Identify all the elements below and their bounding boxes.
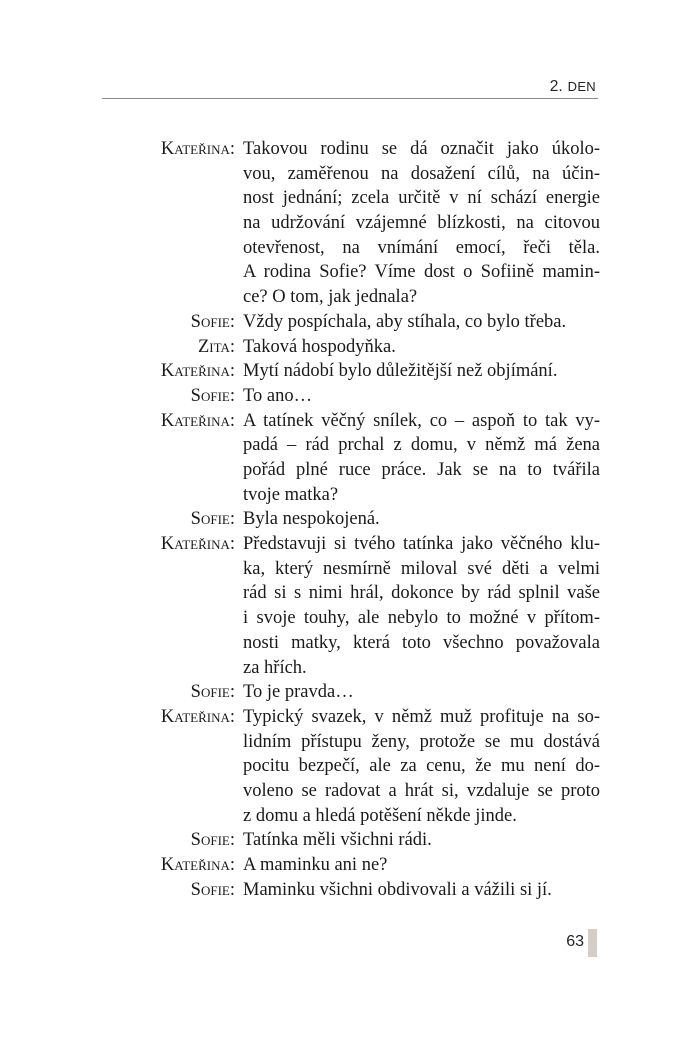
dialogue-turn [0,680,700,705]
chapter-number: 2. [549,78,563,95]
speaker-name: Sofie: [190,509,235,530]
speech-line: nost jednání; zcela určitě v ní schází energie [243,188,600,209]
speech-line: Typický svazek, v němž muž profituje na so- [243,706,600,727]
speech-line: otevřenost, na vnímání emocí, řeči těla. [243,237,600,258]
speaker-name: Sofie: [190,830,235,851]
running-header [102,62,598,99]
speech-line: ce? O tom, jak jednala? [243,287,418,308]
dialogue-turn [0,137,700,310]
dialogue [0,137,700,902]
speech-text [243,335,600,360]
speech-line: pořád plné ruce práce. Jak se na to tvářila [243,460,600,480]
speech-line: vou, zaměřenou na dosažení cílů, na účin- [243,163,600,184]
speaker-name: Kateřina: [160,361,235,382]
dialogue-turn [0,705,700,828]
speech-line: ka, který nesmírně miloval své děti a velmi [243,558,600,579]
speech-text [243,680,600,705]
dialogue-turn [0,853,700,878]
dialogue-turn [0,828,700,853]
speech-text [243,532,600,680]
speech-line: A tatínek věčný snílek, co – aspoň to tak vy- [243,410,600,431]
speech-line: Představuji si tvého tatínka jako věčného klu- [243,534,600,555]
speech-line: za hřích. [243,657,307,678]
speech-line: Maminku všichni obdivovali a vážili si jí. [243,879,552,900]
speech-text [243,878,600,903]
speech-line: A rodina Sofie? Víme dost o Sofiině mamin- [243,262,600,283]
dialogue-turn [0,507,700,532]
speech-text [243,853,600,878]
speech-line: na udržování vzájemné blízkosti, na citovou [243,213,600,234]
speech-line: Mytí nádobí bylo důležitější než objímání. [243,361,558,382]
speech-line: i svoje touhy, ale nebylo to možné v přítom- [243,608,600,629]
speech-text [243,359,600,384]
speech-line: rád si s nimi hrál, dokonce by rád splnil vaše [243,583,600,604]
dialogue-turn [0,359,700,384]
speaker-name: Zita: [197,336,235,357]
speaker-name: Sofie: [190,682,235,703]
speech-line: tvoje matka? [243,484,339,505]
speaker-name: Sofie: [190,879,235,900]
speech-line: To ano… [243,385,313,406]
speaker-name: Kateřina: [160,855,235,876]
dialogue-turn [0,878,700,903]
speaker-name: Kateřina: [160,706,235,727]
speech-line: Taková hospodyňka. [243,336,396,357]
dialogue-turn [0,532,700,680]
dialogue-turn [0,409,700,508]
chapter-word: DEN [567,79,596,94]
speech-line: pocitu bezpečí, ale za cenu, že mu není do- [243,756,600,777]
speech-line: nosti matky, která toto všechno považovala [243,632,600,653]
speech-line: Byla nespokojená. [243,509,380,530]
speech-line: Tatínka měli všichni rádi. [243,830,432,851]
speech-line: Takovou rodinu se dá označit jako úkolo- [243,139,600,159]
speech-line: A maminku ani ne? [243,855,388,876]
speaker-name: Kateřina: [160,534,235,555]
speaker-name: Kateřina: [160,410,235,431]
page-edge-marker [588,929,597,957]
speech-line: padá – rád prchal z domu, v němž má žena [243,435,600,456]
speech-text [243,137,600,310]
speech-text [243,310,600,335]
speaker-name: Sofie: [190,385,235,406]
speech-line: z domu a hledá potěšení někde jinde. [243,805,517,826]
speech-text [243,409,600,508]
dialogue-turn [0,335,700,360]
speech-line: voleno se radovat a hrát si, vzdaluje se proto [243,780,600,801]
speech-text [243,828,600,853]
speech-text [243,384,600,409]
speaker-name: Kateřina: [160,139,235,159]
dialogue-turn [0,310,700,335]
speaker-name: Sofie: [190,311,235,332]
speech-text [243,705,600,828]
speech-line: To je pravda… [243,682,354,703]
speech-text [243,507,600,532]
speech-line: lidním přístupu ženy, protože se mu dostává [243,731,600,752]
dialogue-turn [0,384,700,409]
page-number: 63 [566,933,584,950]
chapter-heading [550,78,596,96]
speech-line: Vždy pospíchala, aby stíhala, co bylo třeba. [243,311,567,332]
